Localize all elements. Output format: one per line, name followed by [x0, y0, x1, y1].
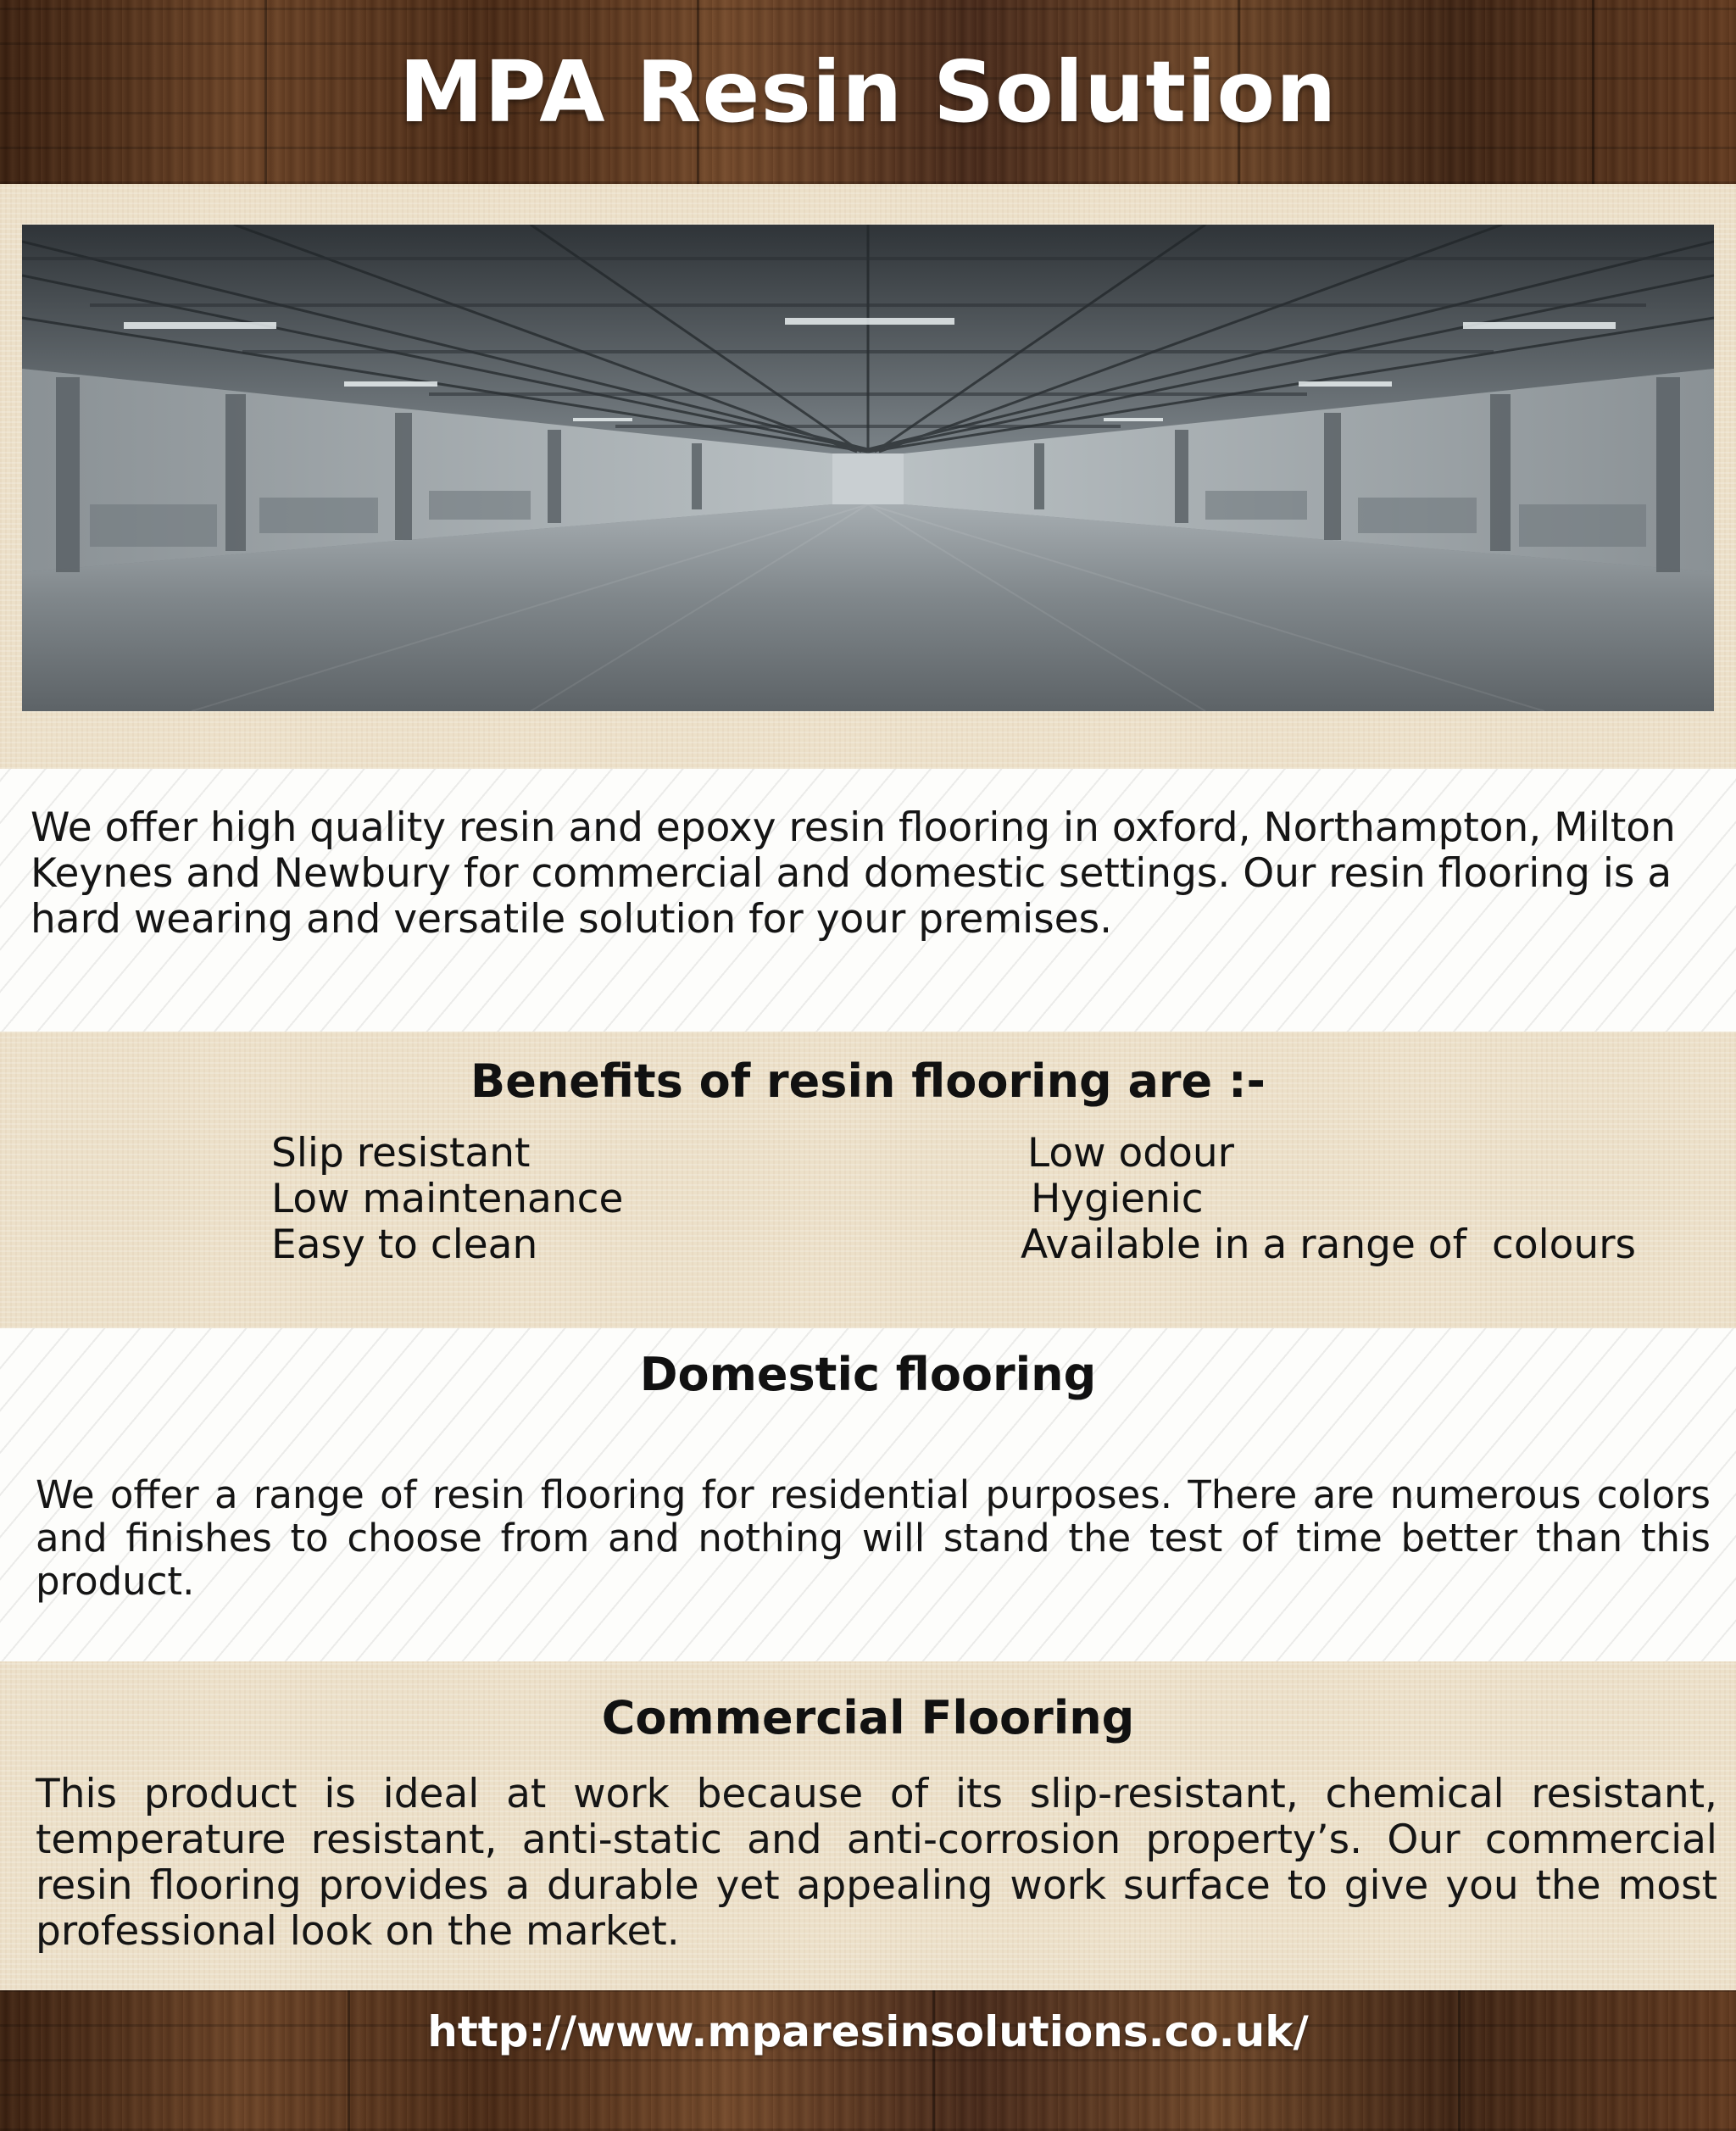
benefit-item: Hygienic: [1031, 1176, 1204, 1222]
benefit-item: Available in a range of colours: [1021, 1221, 1636, 1268]
benefit-item: Slip resistant: [271, 1130, 531, 1177]
benefit-item: Low maintenance: [271, 1176, 624, 1222]
hero-image: [22, 225, 1714, 711]
domestic-paragraph: We offer a range of resin flooring for residential purposes. There are numerous colors and finishes to choose from and nothing will stand the test of time better than this product.: [36, 1472, 1711, 1604]
page-title: MPA Resin Solution: [398, 42, 1338, 142]
intro-paragraph: We offer high quality resin and epoxy resin flooring in oxford, Northampton, Milton Keynes and Newbury for commercial and domestic settings. Our resin flooring is a hard wearing and versatile solution for your premises.: [31, 804, 1676, 943]
website-link[interactable]: http://www.mparesinsolutions.co.uk/: [427, 2007, 1309, 2056]
benefit-item: Easy to clean: [271, 1221, 538, 1268]
commercial-paragraph: This product is ideal at work because of its slip-resistant, chemical resistant, temperature resistant, anti-static and anti-corrosion property’s. Our commercial resin flooring provides a durable yet appealing work surface to give you the most professional look on the market.: [36, 1771, 1717, 1955]
benefit-item: Low odour: [1027, 1130, 1234, 1177]
benefits-heading: Benefits of resin flooring are :-: [470, 1054, 1266, 1108]
domestic-heading: Domestic flooring: [639, 1348, 1097, 1401]
warehouse-image: [22, 225, 1714, 711]
commercial-heading: Commercial Flooring: [601, 1691, 1135, 1744]
